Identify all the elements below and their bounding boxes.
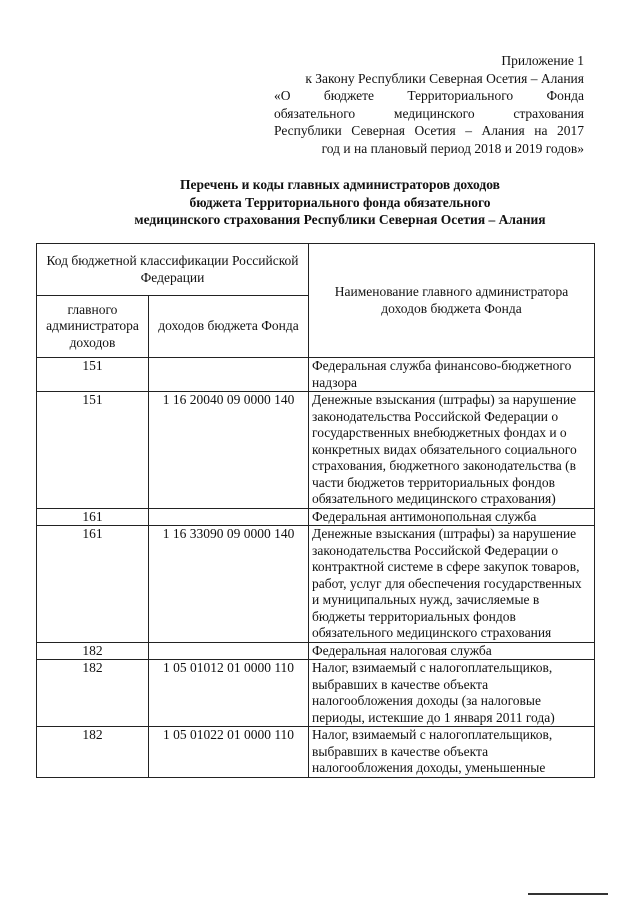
- income-code-cell: 1 16 33090 09 0000 140: [149, 526, 309, 643]
- administrators-table: [36, 243, 595, 778]
- administrator-name-cell: Федеральная антимонопольная служба: [309, 508, 595, 526]
- document-title-line-1: Перечень и коды главных администраторов доходов: [180, 177, 500, 192]
- admin-code-cell: 151: [37, 358, 149, 392]
- table-row: [37, 392, 595, 509]
- appendix-law-title-4: год и на плановый период 2018 и 2019 годов»: [321, 140, 584, 156]
- appendix-law-title-3: Республики Северная Осетия – Алания на 2017: [274, 123, 584, 138]
- table-row: [37, 526, 595, 643]
- table-row: [37, 642, 595, 660]
- appendix-law-title-2: обязательного медицинского страхования: [274, 105, 584, 121]
- income-code-cell: 1 05 01012 01 0000 110: [149, 660, 309, 727]
- table-row: [37, 508, 595, 526]
- header-budget-classification: Код бюджетной классификации Российской Федерации: [37, 244, 309, 296]
- header-admin-code: главного администратора доходов: [37, 296, 149, 358]
- income-code-cell: 1 05 01022 01 0000 110: [149, 727, 309, 778]
- administrator-name-cell: Денежные взыскания (штрафы) за нарушение законодательства Российской Федерации о контрактной системе в сфере закупок товаров, работ, услуг для обеспечения государственных и муниципальных нужд, зачисляемые в бюджеты территориальных фондов обязательного медицинского страхования: [309, 526, 595, 643]
- table-row: [37, 358, 595, 392]
- appendix-law-title-1: «О бюджете Территориального Фонда: [274, 88, 584, 103]
- header-income-code: доходов бюджета Фонда: [149, 296, 309, 358]
- income-code-cell: [149, 508, 309, 526]
- footer-divider: [528, 893, 608, 895]
- admin-code-cell: 182: [37, 660, 149, 727]
- table-row: [37, 727, 595, 778]
- administrator-name-cell: Федеральная служба финансово-бюджетного надзора: [309, 358, 595, 392]
- admin-code-cell: 182: [37, 727, 149, 778]
- admin-code-cell: 161: [37, 526, 149, 643]
- administrator-name-cell: Денежные взыскания (штрафы) за нарушение законодательства Российской Федерации о государственных внебюджетных фондах и о конкретных видах обязательного социального страхования, бюджетного законодательства (в части бюджетов территориальных фондов обязательного медицинского страхования): [309, 392, 595, 509]
- income-code-cell: [149, 642, 309, 660]
- document-title-line-2: бюджета Территориального фонда обязательного: [189, 194, 491, 210]
- admin-code-cell: 151: [37, 392, 149, 509]
- income-code-cell: [149, 358, 309, 392]
- appendix-note: [274, 52, 584, 157]
- table-row: [37, 660, 595, 727]
- appendix-law-ref: к Закону Республики Северная Осетия – Алания: [305, 70, 584, 86]
- administrator-name-cell: Налог, взимаемый с налогоплательщиков, выбравших в качестве объекта налогообложения доходы, уменьшенные: [309, 727, 595, 778]
- appendix-number: Приложение 1: [501, 53, 584, 68]
- admin-code-cell: 182: [37, 642, 149, 660]
- header-administrator-name: Наименование главного администратора доходов бюджета Фонда: [309, 244, 595, 358]
- administrator-name-cell: Федеральная налоговая служба: [309, 642, 595, 660]
- administrator-name-cell: Налог, взимаемый с налогоплательщиков, выбравших в качестве объекта налогообложения доходы (за налоговые периоды, истекшие до 1 января 2011 года): [309, 660, 595, 727]
- admin-code-cell: 161: [37, 508, 149, 526]
- document-title: [60, 176, 620, 229]
- income-code-cell: 1 16 20040 09 0000 140: [149, 392, 309, 509]
- document-title-line-3: медицинского страхования Республики Северная Осетия – Алания: [134, 212, 546, 227]
